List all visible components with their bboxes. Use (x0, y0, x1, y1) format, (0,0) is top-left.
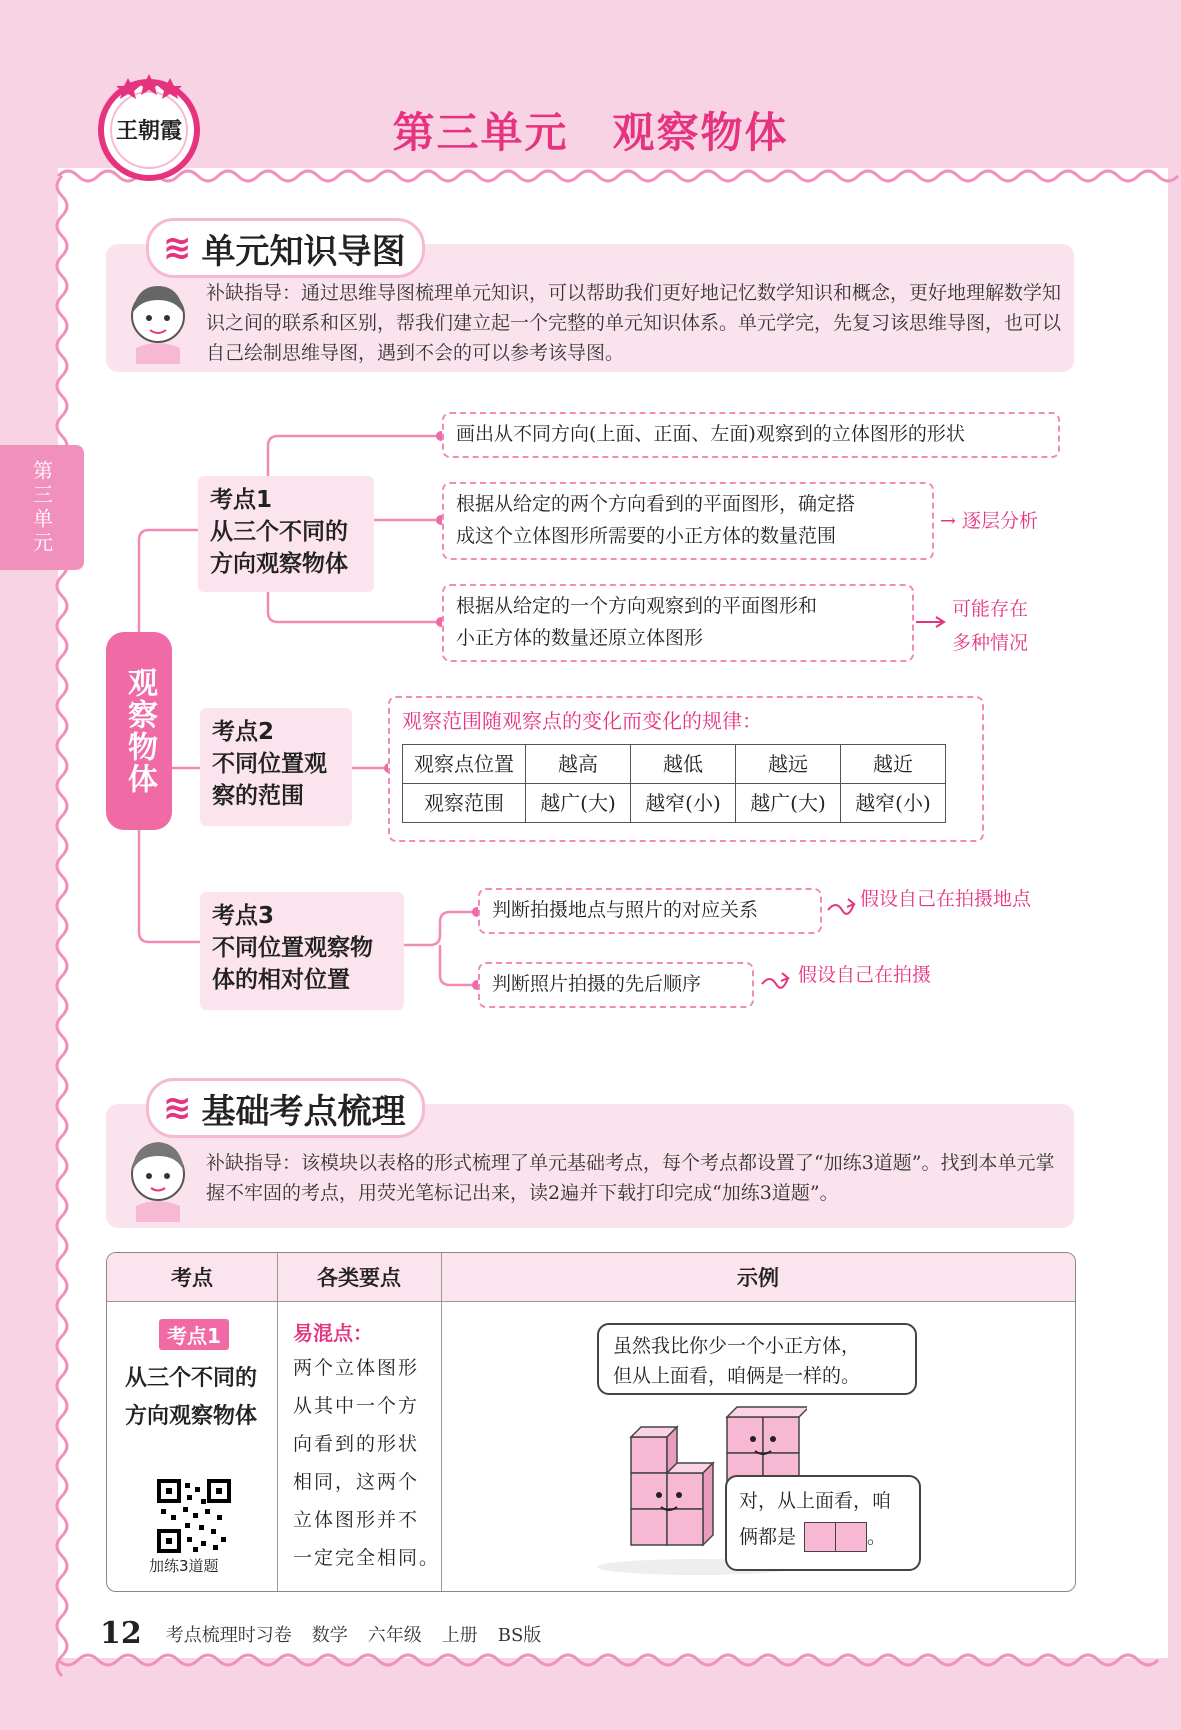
bubble2-end: 。 (867, 1526, 887, 1548)
kp3-item-2-note: 假设自己在拍摄 (798, 964, 932, 986)
table-cell: 越广(大) (736, 784, 841, 823)
divider (277, 1253, 278, 1591)
bubble1-line1: 虽然我比你少一个小正方体， (613, 1335, 861, 1357)
page-number: 12 (100, 1616, 142, 1651)
point-line: 向看到的形状 (293, 1433, 420, 1455)
logo-text: 王朝霞 (115, 118, 183, 144)
point-label: 易混点： (293, 1321, 373, 1345)
kp1-title-line1: 从三个不同的 (210, 519, 348, 545)
kp1-title-line2: 方向观察物体 (210, 551, 348, 577)
kp2-rule-box (388, 696, 984, 842)
bubble2-line2-text: 俩都是 (739, 1526, 797, 1548)
kp1-label: 考点1 (210, 487, 273, 513)
table-row (403, 745, 946, 784)
footer-volume: 上册 (441, 1624, 478, 1646)
point-line: 相同，这两个 (293, 1471, 420, 1493)
table-cell: 越广(大) (526, 784, 631, 823)
point-lines (293, 1349, 440, 1577)
kp3-title-line1: 不同位置观察物 (212, 935, 373, 961)
kp1-item-3 (442, 584, 914, 662)
kp2-title-line1: 不同位置观 (212, 751, 327, 777)
table-cell: 越低 (631, 745, 736, 784)
footer-edition: BS版 (497, 1624, 542, 1646)
footer-grade: 六年级 (367, 1624, 422, 1646)
bubble2-line1: 对，从上面看，咱 (739, 1490, 892, 1512)
section1-title: 单元知识导图 (201, 231, 406, 272)
curved-arrow-icon (826, 896, 858, 916)
kp3-item-2-text: 判断照片拍摄的先后顺序 (492, 973, 702, 995)
kp2-title-line2: 察的范围 (212, 783, 304, 809)
speech-bubble-1 (597, 1323, 917, 1395)
point-line: 立体图形并不 (293, 1509, 420, 1531)
kp-title-line1: 从三个不同的 (125, 1366, 258, 1391)
table-header-points: 各类要点 (277, 1253, 441, 1301)
table-cell: 越窄(小) (631, 784, 736, 823)
table-cell: 观察范围 (403, 784, 526, 823)
divider (107, 1301, 1075, 1302)
kp3-label: 考点3 (212, 903, 275, 929)
footer-book: 考点梳理时习卷 (165, 1624, 292, 1646)
point-line: 两个立体图形 (293, 1357, 420, 1379)
qr-code-icon[interactable] (157, 1479, 231, 1553)
table-cell: 观察点位置 (403, 745, 526, 784)
table-header-example: 示例 (441, 1253, 1075, 1301)
kp1-item-3-line2: 小正方体的数量还原立体图形 (456, 627, 704, 649)
kp3-item-1 (478, 888, 822, 934)
kp-badge: 考点1 (159, 1319, 229, 1350)
kp2-label: 考点2 (212, 719, 275, 745)
kp1-item-3-note (952, 592, 1028, 660)
qr-label: 加练3道题 (149, 1557, 219, 1575)
rule-table (402, 744, 946, 823)
point-line: 从其中一个方 (293, 1395, 420, 1417)
section1-guide-text: 补缺指导：通过思维导图梳理单元知识，可以帮助我们更好地记忆数学知识和概念，更好地理解数学知识之间的联系和区别，帮我们建立起一个完整的单元知识体系。单元学完，先复习该思维导图，也可以自己绘制思维导图，遇到不会的可以参考该导图。 (206, 282, 1062, 364)
kp3-title-line2: 体的相对位置 (212, 967, 350, 993)
table-cell: 越窄(小) (841, 784, 946, 823)
table-header-kp: 考点 (107, 1253, 277, 1301)
section2-title-tag (146, 1078, 425, 1138)
wave-icon: ≋ (163, 1088, 192, 1128)
kp1-item-2-note: → 逐层分析 (940, 510, 1038, 532)
divider (441, 1253, 442, 1591)
table-cell: 越高 (526, 745, 631, 784)
main-table (106, 1252, 1076, 1592)
kp2-box (200, 708, 352, 826)
kp1-item-1-text: 画出从不同方向(上面、正面、左面)观察到的立体图形的形状 (456, 423, 965, 445)
kp1-item-2-line2: 成这个立体图形所需要的小正方体的数量范围 (456, 525, 837, 547)
footer-subject: 数学 (311, 1624, 348, 1646)
point-line: 一定完全相同。 (293, 1547, 441, 1569)
kp1-item-1 (442, 412, 1060, 458)
kp3-box (200, 892, 404, 1010)
wave-icon: ≋ (163, 228, 192, 268)
bubble2-line2 (739, 1519, 907, 1555)
kp3-item-2 (478, 962, 754, 1008)
kp3-item-1-text: 判断拍摄地点与照片的对应关系 (492, 899, 759, 921)
footer (100, 1616, 541, 1651)
kp1-item-2-line1: 根据从给定的两个方向看到的平面图形，确定搭 (456, 493, 856, 515)
section2-title: 基础考点梳理 (201, 1091, 406, 1132)
girl-avatar-icon (118, 1134, 198, 1224)
kp2-rule-title: 观察范围随观察点的变化而变化的规律： (402, 709, 762, 733)
table-row (403, 784, 946, 823)
kp1-box (198, 476, 374, 592)
kp1-item-3-line1: 根据从给定的一个方向观察到的平面图形和 (456, 595, 818, 617)
kp3-item-1-note: 假设自己在拍摄地点 (860, 888, 1032, 910)
table-cell: 越远 (736, 745, 841, 784)
side-tab: 第三单元 (0, 445, 84, 570)
section2-guide-text: 补缺指导：该模块以表格的形式梳理了单元基础考点，每个考点都设置了“加练3道题”。找到本单元掌握不牢固的考点，用荧光笔标记出来，读2遍并下载打印完成“加练3道题”。 (206, 1152, 1055, 1204)
kp1-item-3-note-line2: 多种情况 (952, 632, 1029, 654)
top-view-shape (836, 1522, 867, 1552)
unit-title: 第三单元 观察物体 (392, 108, 789, 157)
kp1-item-2 (442, 482, 934, 560)
mindmap-root: 观察物体 (106, 632, 172, 830)
speech-bubble-2 (725, 1475, 921, 1571)
top-view-shape (804, 1522, 836, 1552)
curved-arrow-icon (760, 970, 792, 990)
kp1-item-3-note-line1: 可能存在 (952, 598, 1029, 620)
arrow-icon (914, 614, 948, 630)
kp-title-line2: 方向观察物体 (125, 1404, 258, 1429)
bubble1-line2: 但从上面看，咱俩是一样的。 (613, 1365, 861, 1387)
table-cell: 越近 (841, 745, 946, 784)
